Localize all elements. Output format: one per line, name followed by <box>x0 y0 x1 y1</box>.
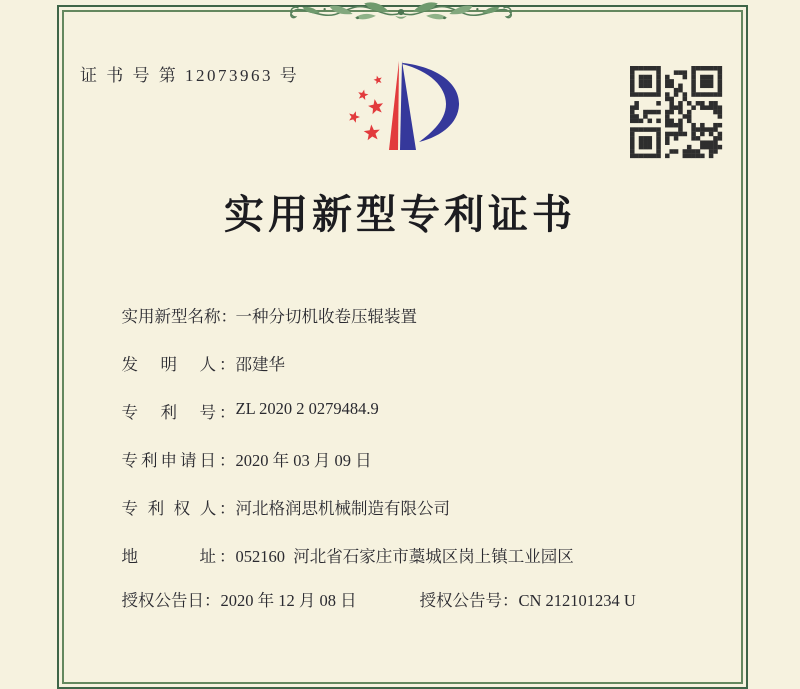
field-label: 专 利 号： <box>121 403 236 422</box>
certificate-number: 证 书 号 第 12073963 号 <box>80 66 300 85</box>
stars-icon <box>349 76 383 141</box>
grant-date-value: 2020 年 12 月 08 日 <box>220 591 357 610</box>
field-label: 专利申请日： <box>121 451 236 470</box>
field-value: ZL 2020 2 0279484.9 <box>235 399 379 418</box>
field-value: 2020 年 03 月 09 日 <box>235 451 372 470</box>
field-label: 专 利 权 人： <box>121 499 236 518</box>
certificate-title: 实用新型专利证书 <box>224 192 576 237</box>
grant-date-line <box>105 567 357 631</box>
grant-number-line <box>403 567 636 631</box>
logo-p-shape <box>389 61 459 150</box>
field-patent-number <box>105 379 379 422</box>
field-value: 052160 河北省石家庄市藁城区岗上镇工业园区 <box>235 547 574 566</box>
field-label: 地 址： <box>121 547 236 566</box>
field-patentee <box>105 475 450 518</box>
floral-ornament <box>285 0 517 26</box>
grant-number-label: 授权公告号： <box>419 591 519 610</box>
field-utility-model-name <box>105 283 417 326</box>
field-value: 河北格润思机械制造有限公司 <box>235 499 450 518</box>
field-filing-date <box>105 427 372 470</box>
grant-number-value: CN 212101234 U <box>518 591 636 610</box>
field-address <box>105 523 574 566</box>
field-label: 发 明 人： <box>121 355 236 374</box>
cnipa-logo <box>346 58 468 158</box>
field-value: 邵建华 <box>235 355 285 374</box>
qr-code <box>628 64 728 164</box>
field-value: 一种分切机收卷压辊装置 <box>235 307 417 326</box>
field-inventor <box>105 331 285 374</box>
grant-date-label: 授权公告日： <box>121 591 221 610</box>
field-label: 实用新型名称： <box>121 307 237 326</box>
